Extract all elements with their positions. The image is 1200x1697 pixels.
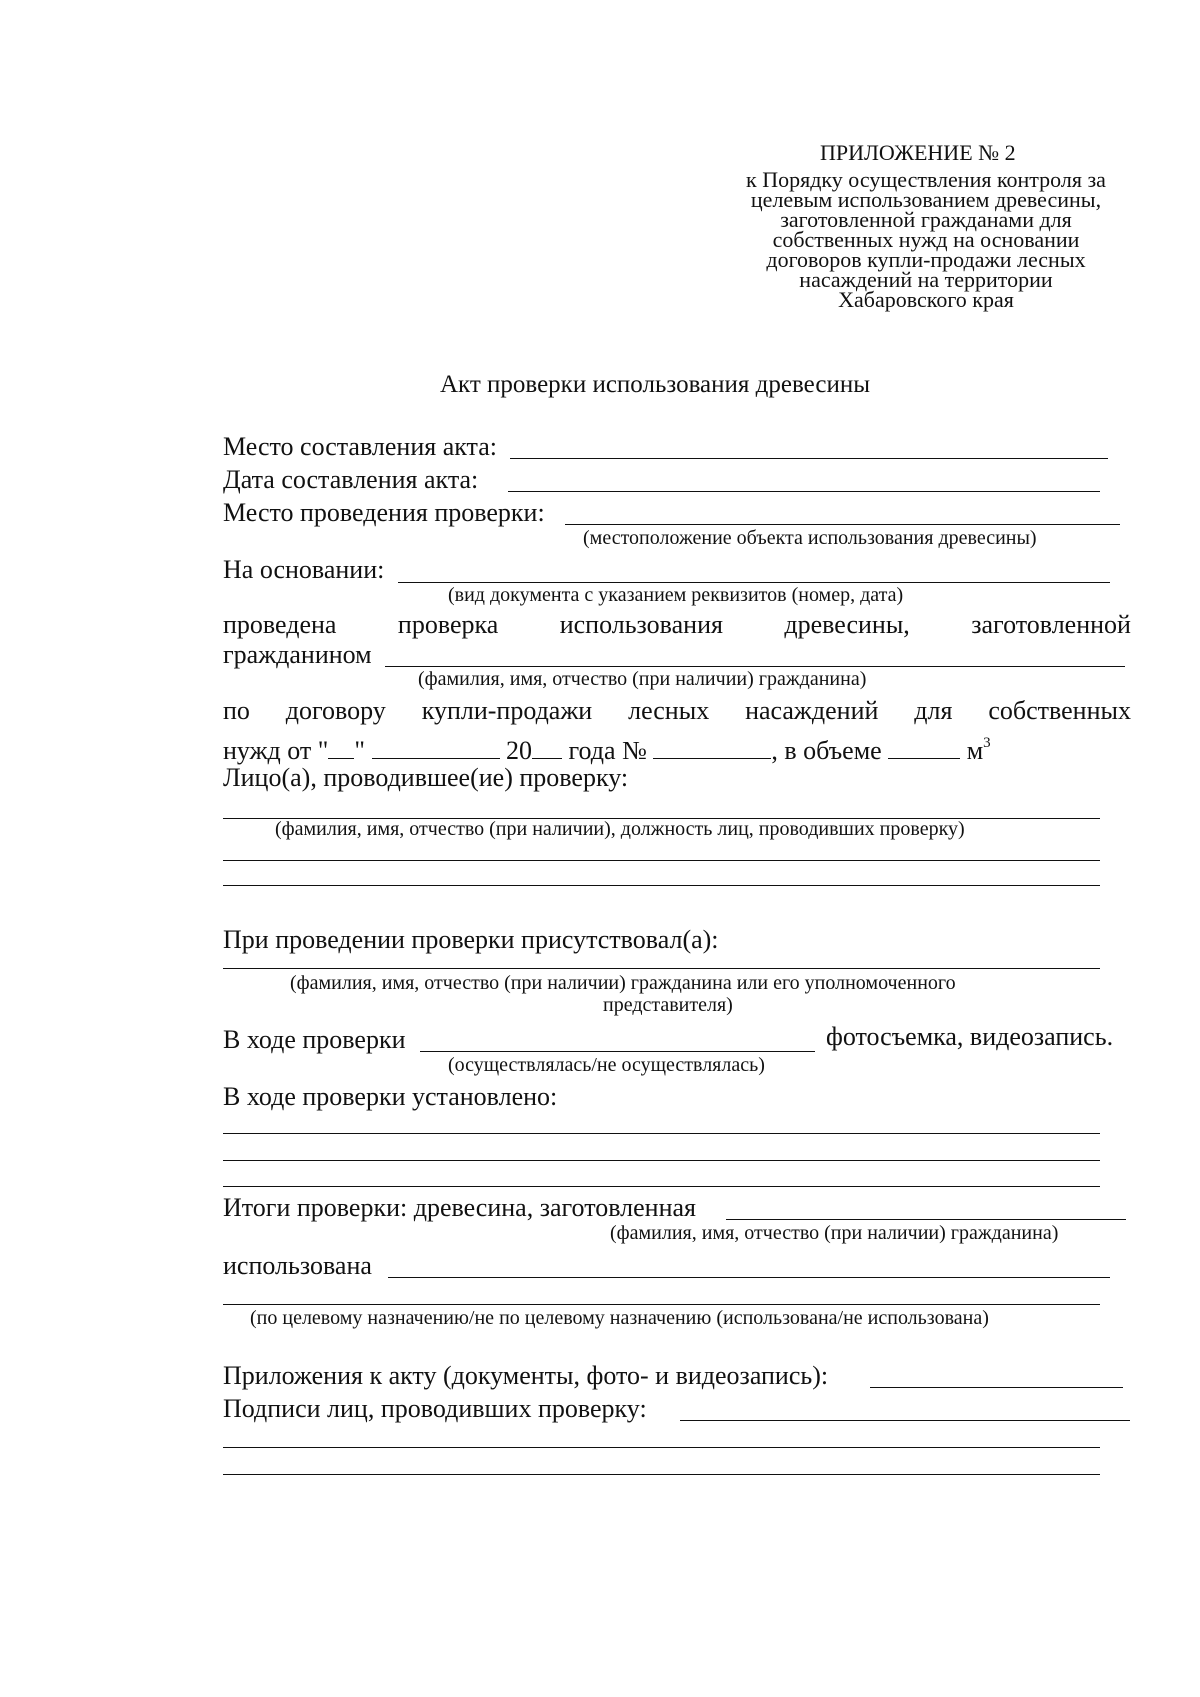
- appendix-line: насаждений на территории: [799, 267, 1053, 292]
- basis-field[interactable]: [398, 582, 1110, 583]
- performed-line: [223, 610, 1131, 640]
- attachments-field[interactable]: [870, 1387, 1123, 1388]
- contract-word: купли-продажи: [421, 696, 593, 725]
- signatures-field[interactable]: [680, 1420, 1130, 1421]
- quote-mark: ": [354, 736, 366, 765]
- present-field[interactable]: [223, 968, 1100, 969]
- volume-field[interactable]: [888, 736, 960, 759]
- inspectors-label: Лицо(а), проводившее(ие) проверку:: [223, 763, 629, 792]
- contract-line: [223, 696, 1131, 726]
- signatures-label: Подписи лиц, проводивших проверку:: [223, 1394, 647, 1423]
- contract-word: договору: [285, 696, 386, 725]
- act-place-label: Место составления акта:: [223, 432, 497, 461]
- signatures-field[interactable]: [223, 1474, 1100, 1475]
- performed-word: заготовленной: [971, 610, 1131, 639]
- basis-label: На основании:: [223, 555, 385, 584]
- volume-label: , в объеме: [771, 736, 882, 765]
- volume-unit: м: [966, 736, 984, 765]
- present-hint: представителя): [603, 994, 733, 1016]
- performed-word: древесины,: [784, 610, 910, 639]
- act-date-label: Дата составления акта:: [223, 465, 479, 494]
- signatures-field[interactable]: [223, 1447, 1100, 1448]
- present-hint: (фамилия, имя, отчество (при наличии) гражданина или его уполномоченного: [290, 972, 956, 994]
- document-title: Акт проверки использования древесины: [440, 371, 871, 398]
- results-hint: (фамилия, имя, отчество (при наличии) гражданина): [610, 1222, 1059, 1244]
- inspection-place-field[interactable]: [565, 524, 1120, 525]
- findings-field[interactable]: [223, 1186, 1100, 1187]
- inspectors-field[interactable]: [223, 885, 1100, 886]
- volume-unit-power: 3: [983, 735, 991, 751]
- results-citizen-field[interactable]: [726, 1219, 1126, 1220]
- appendix-line: собственных нужд на основании: [772, 227, 1080, 252]
- contract-month-field[interactable]: [372, 736, 500, 759]
- used-label: использована: [223, 1251, 372, 1280]
- used-field[interactable]: [388, 1277, 1110, 1278]
- performed-word: проведена: [223, 610, 337, 639]
- appendix-number: ПРИЛОЖЕНИЕ № 2: [820, 140, 1016, 165]
- citizen-label: гражданином: [223, 640, 372, 669]
- contract-day-field[interactable]: [328, 736, 354, 759]
- inspection-place-label: Место проведения проверки:: [223, 498, 545, 527]
- contract-word: для: [914, 696, 953, 725]
- act-place-field[interactable]: [510, 458, 1108, 459]
- used-field[interactable]: [223, 1304, 1100, 1305]
- attachments-label: Приложения к акту (документы, фото- и видеозапись):: [223, 1361, 829, 1390]
- used-hint: (по целевому назначению/не по целевому назначению (использована/не использована): [250, 1307, 989, 1329]
- inspectors-hint: (фамилия, имя, отчество (при наличии), должность лиц, проводивших проверку): [275, 818, 965, 840]
- citizen-hint: (фамилия, имя, отчество (при наличии) гражданина): [418, 668, 867, 690]
- contract-details-line: [223, 728, 991, 766]
- media-suffix: фотосъемка, видеозапись.: [826, 1022, 1114, 1051]
- needs-from-text: нужд от ": [223, 736, 329, 765]
- results-label: Итоги проверки: древесина, заготовленная: [223, 1193, 696, 1222]
- inspectors-field[interactable]: [223, 860, 1100, 861]
- findings-field[interactable]: [223, 1133, 1100, 1134]
- inspection-place-hint: (местоположение объекта использования древесины): [583, 527, 1037, 549]
- media-hint: (осуществлялась/не осуществлялась): [448, 1054, 765, 1076]
- year-number-label: года №: [568, 736, 647, 765]
- performed-word: проверка: [397, 610, 499, 639]
- year-prefix: 20: [506, 736, 533, 765]
- act-date-field[interactable]: [508, 491, 1100, 492]
- performed-word: использования: [559, 610, 723, 639]
- appendix-line: Хабаровского края: [838, 287, 1014, 312]
- findings-label: В ходе проверки установлено:: [223, 1082, 558, 1111]
- appendix-line: к Порядку осуществления контроля за: [746, 167, 1106, 192]
- media-field[interactable]: [420, 1051, 815, 1052]
- contract-word: по: [223, 696, 250, 725]
- contract-word: насаждений: [745, 696, 879, 725]
- contract-word: собственных: [988, 696, 1131, 725]
- contract-word: лесных: [628, 696, 710, 725]
- basis-hint: (вид документа с указанием реквизитов (номер, дата): [448, 584, 904, 606]
- appendix-caption: [728, 167, 1124, 312]
- contract-number-field[interactable]: [653, 736, 771, 759]
- citizen-field[interactable]: [385, 666, 1125, 667]
- appendix-line: целевым использованием древесины,: [750, 187, 1102, 212]
- appendix-line: договоров купли-продажи лесных: [766, 247, 1086, 272]
- media-label: В ходе проверки: [223, 1025, 406, 1054]
- present-label: При проведении проверки присутствовал(а):: [223, 925, 719, 954]
- contract-year-field[interactable]: [532, 736, 562, 759]
- findings-field[interactable]: [223, 1160, 1100, 1161]
- appendix-line: заготовленной гражданами для: [780, 207, 1072, 232]
